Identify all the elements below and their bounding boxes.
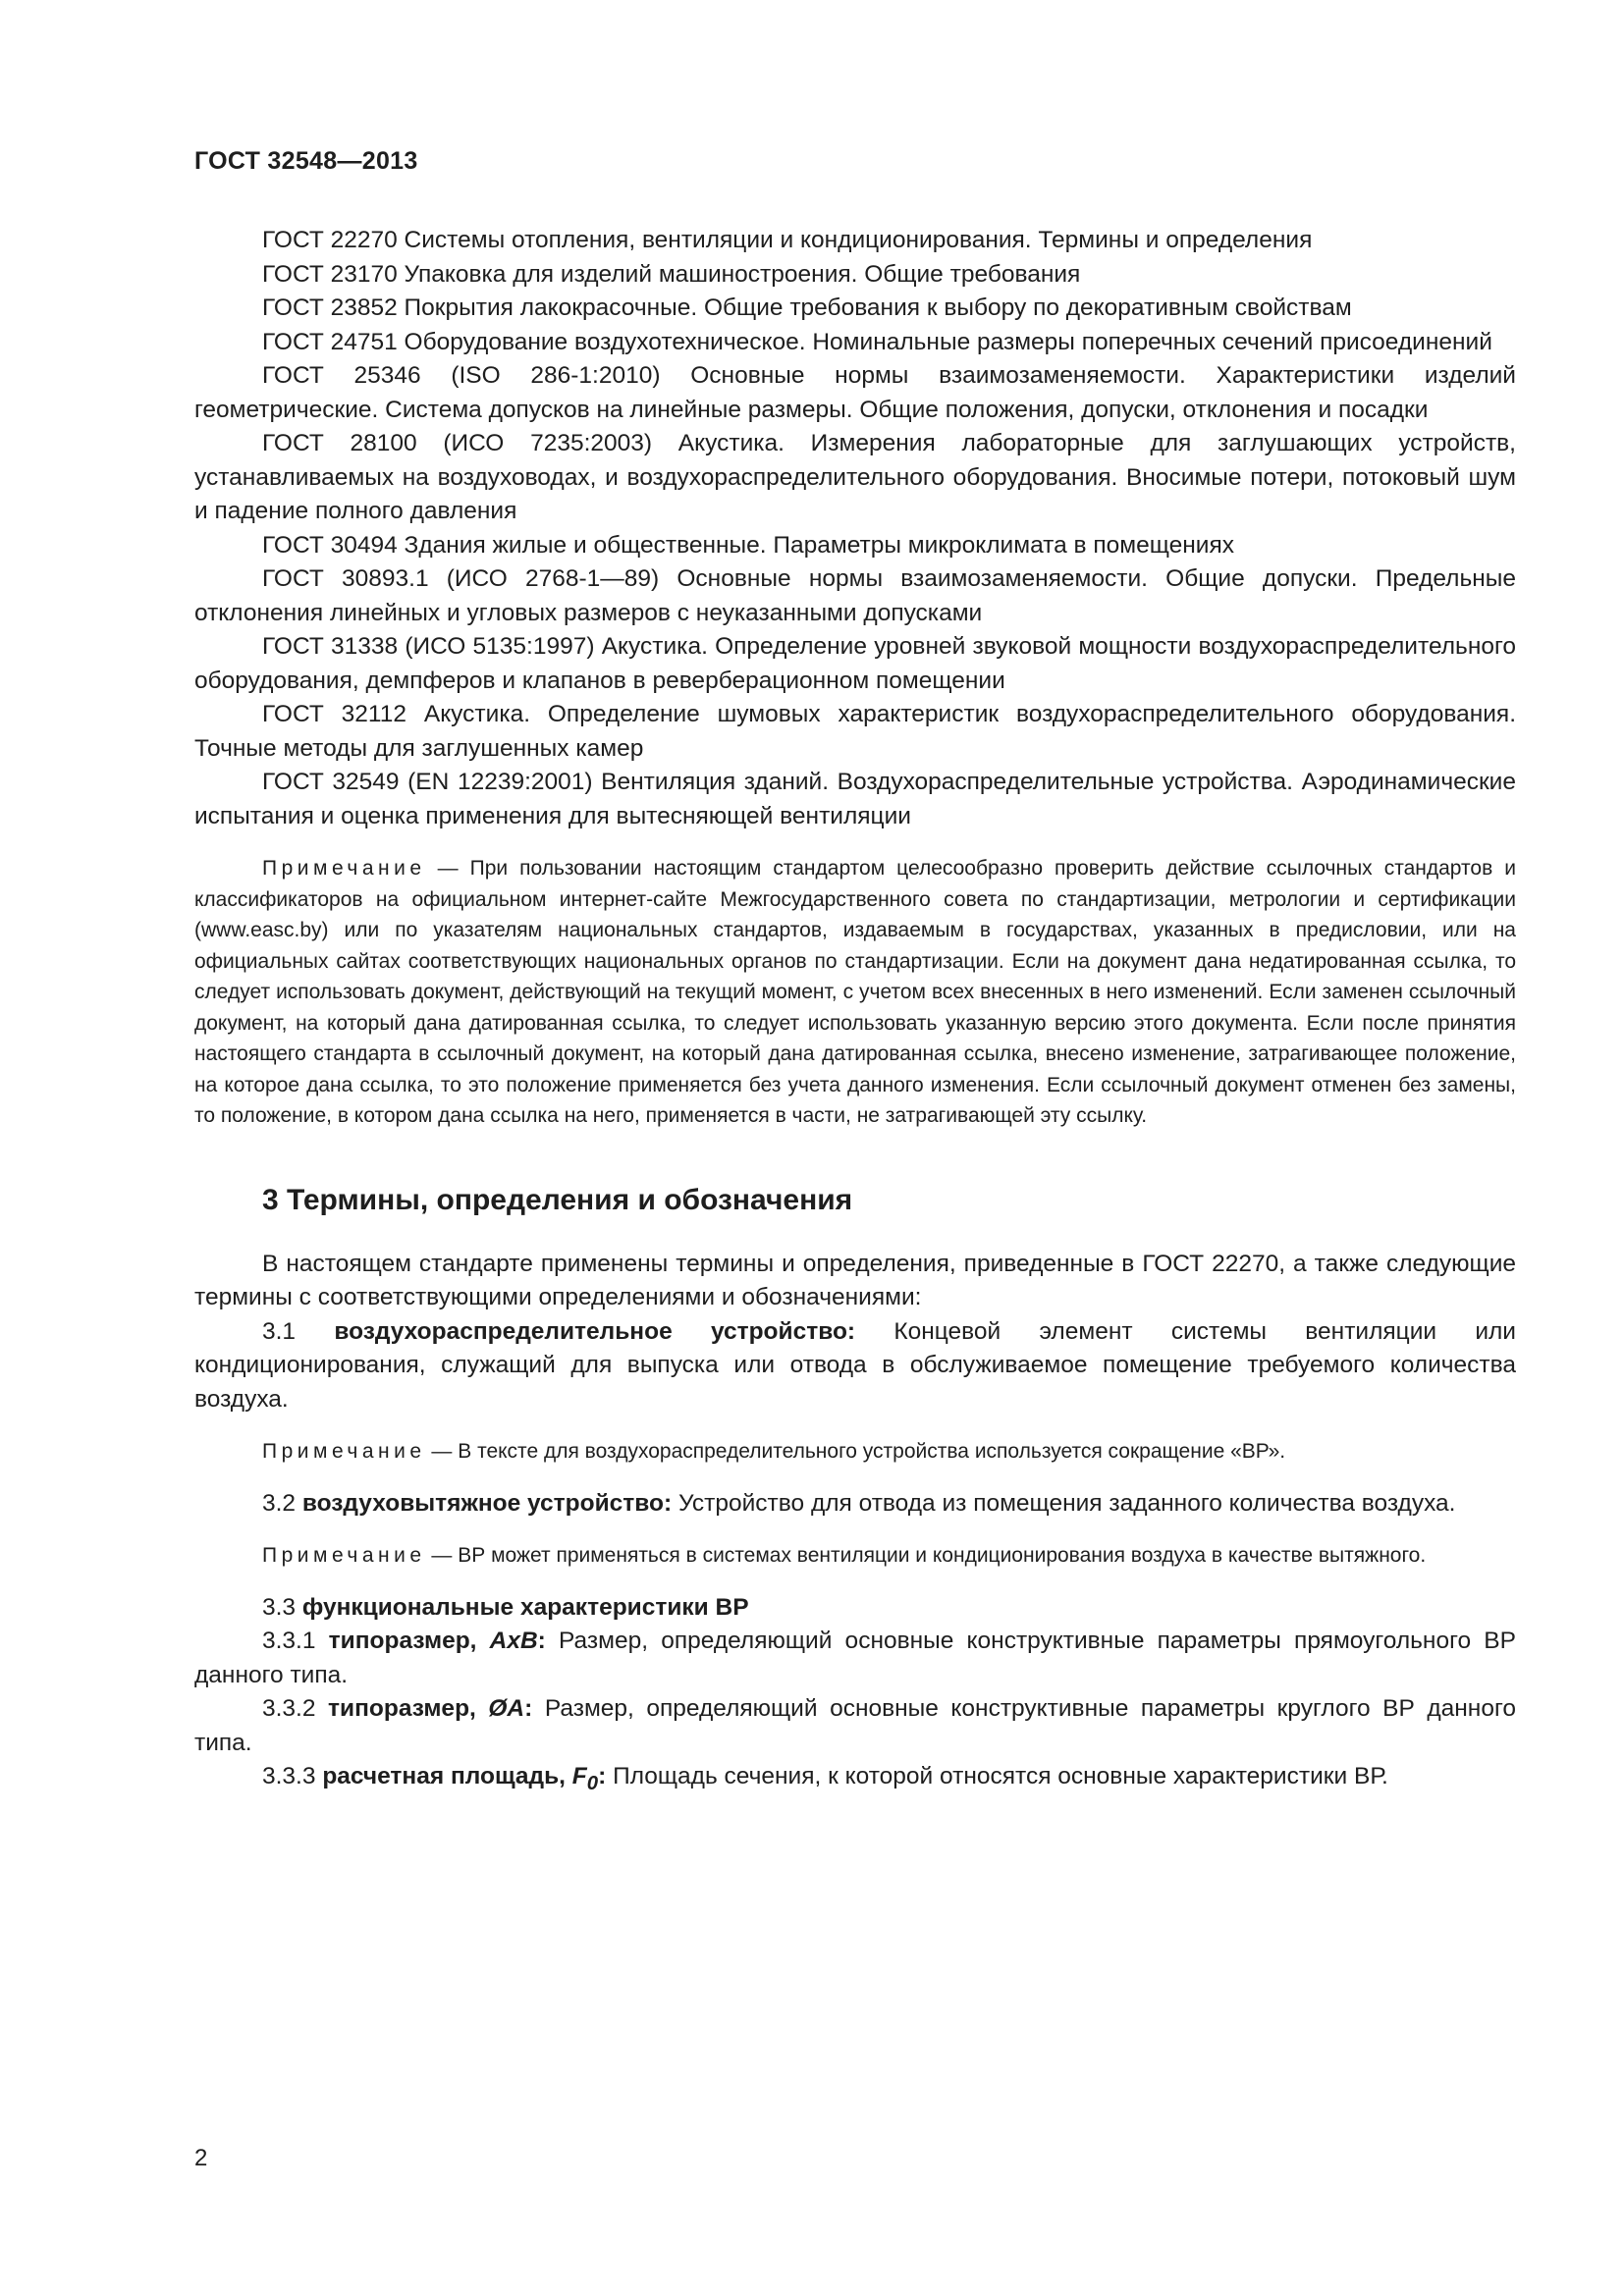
term-number: 3.3.3 bbox=[262, 1763, 323, 1789]
term-note-2 bbox=[194, 1540, 1516, 1572]
document-code-header: ГОСТ 32548—2013 bbox=[194, 147, 418, 175]
note-dash: — bbox=[425, 1440, 459, 1463]
term-number: 3.2 bbox=[262, 1489, 302, 1517]
note-label: Примечание bbox=[262, 1544, 426, 1567]
reference-item: ГОСТ 30494 Здания жилые и общественные. Параметры микроклимата в помещениях bbox=[262, 531, 1234, 559]
note-text: В тексте для воздухораспределительного устройства используется сокращение «ВР». bbox=[458, 1440, 1286, 1463]
term-symbol: F bbox=[571, 1763, 587, 1789]
term-name: воздуховытяжное устройство: bbox=[301, 1489, 673, 1517]
term-number: 3.3 bbox=[262, 1593, 302, 1621]
term-colon: : bbox=[537, 1628, 546, 1654]
term-name: воздухораспределительное устройство: bbox=[334, 1317, 856, 1345]
reference-item: ГОСТ 23170 Упаковка для изделий машиностроения. Общие требования bbox=[262, 260, 1081, 288]
reference-item: ГОСТ 31338 (ИСО 5135:1997) Акустика. Определение уровней звуковой мощности воздухораспределительного оборудования, демпферов и клапанов в реверберационном помещении bbox=[194, 633, 1516, 694]
note-dash: — bbox=[425, 857, 470, 880]
term-3-3 bbox=[194, 1591, 1516, 1626]
term-definition: Площадь сечения, к которой относятся основные характеристики ВР. bbox=[606, 1763, 1388, 1789]
term-number: 3.1 bbox=[262, 1317, 335, 1345]
term-definition: Размер, определяющий основные конструктивные параметры прямоугольного ВР данного типа. bbox=[194, 1628, 1516, 1688]
reference-item: ГОСТ 32112 Акустика. Определение шумовых характеристик воздухораспределительного оборудования. Точные методы для заглушенных камер bbox=[194, 701, 1516, 762]
references-list bbox=[194, 224, 1516, 833]
reference-item: ГОСТ 24751 Оборудование воздухотехническое. Номинальные размеры поперечных сечений присоединений bbox=[262, 328, 1492, 355]
section-intro: В настоящем стандарте применены термины и определения, приведенные в ГОСТ 22270, а также следующие термины с соответствующими определениями и обозначениями: bbox=[194, 1250, 1516, 1310]
term-definition: Устройство для отвода из помещения заданного количества воздуха. bbox=[672, 1489, 1456, 1517]
term-note-1 bbox=[194, 1436, 1516, 1468]
reference-item: ГОСТ 28100 (ИСО 7235:2003) Акустика. Измерения лабораторные для заглушающих устройств, устанавливаемых на воздуховодах, и воздухораспределительного оборудования. Вносимые потери, потоковый шум и падение полного давления bbox=[194, 430, 1516, 524]
reference-item: ГОСТ 25346 (ISO 286-1:2010) Основные нормы взаимозаменяемости. Характеристики изделий геометрические. Система допусков на линейные размеры. Общие положения, допуски, отклонения и посадки bbox=[194, 362, 1516, 423]
term-3-2 bbox=[194, 1487, 1516, 1522]
term-name: типоразмер, bbox=[328, 1628, 490, 1654]
term-symbol: ØA bbox=[488, 1695, 525, 1722]
term-definition: Размер, определяющий основные конструктивные параметры круглого ВР данного типа. bbox=[194, 1695, 1516, 1756]
note-dash: — bbox=[425, 1544, 459, 1567]
note-label: Примечание bbox=[262, 857, 426, 880]
term-name: расчетная площадь, bbox=[322, 1763, 572, 1789]
term-number: 3.3.1 bbox=[262, 1628, 329, 1654]
term-3-3-3 bbox=[194, 1760, 1516, 1800]
term-3-3-1 bbox=[194, 1625, 1516, 1692]
term-number: 3.3.2 bbox=[262, 1695, 329, 1722]
term-name: типоразмер, bbox=[328, 1695, 489, 1722]
section-heading: 3 Термины, определения и обозначения bbox=[262, 1183, 853, 1216]
page-content bbox=[194, 224, 1516, 1800]
term-symbol: АхВ bbox=[489, 1628, 538, 1654]
reference-item: ГОСТ 30893.1 (ИСО 2768-1—89) Основные нормы взаимозаменяемости. Общие допуски. Предельные отклонения линейных и угловых размеров с неуказанными допусками bbox=[194, 565, 1516, 626]
reference-note bbox=[194, 853, 1516, 1132]
term-subscript: 0 bbox=[586, 1772, 599, 1794]
term-colon: : bbox=[524, 1695, 533, 1722]
term-colon: : bbox=[598, 1763, 607, 1789]
term-name: функциональные характеристики ВР bbox=[301, 1593, 749, 1621]
note-text: При пользовании настоящим стандартом целесообразно проверить действие ссылочных стандартов и классификаторов на официальном интернет-сайте Межгосударственного совета по стандартизации, метрологии и сертификации (www.easc.by) или по указателям национальных стандартов, издаваемым в государствах, указанных в предисловии, или на официальных сайтах соответствующих национальных органов по стандартизации. Если на документ дана недатированная ссылка, то следует использовать документ, действующий на текущий момент, с учетом всех внесенных в него изменений. Если заменен ссылочный документ, на который дана датированная ссылка, то следует использовать указанную версию этого документа. Если после принятия настоящего стандарта в ссылочный документ, на который дана датированная ссылка, внесено изменение, затрагивающее положение, на которое дана ссылка, то это положение применяется без учета данного изменения. Если ссылочный документ отменен без замены, то положение, в котором дана ссылка на него, применяется в части, не затрагивающей эту ссылку. bbox=[194, 857, 1516, 1127]
page-number: 2 bbox=[194, 2145, 208, 2171]
reference-item: ГОСТ 23852 Покрытия лакокрасочные. Общие требования к выбору по декоративным свойствам bbox=[262, 294, 1352, 321]
term-3-3-2 bbox=[194, 1692, 1516, 1760]
note-text: ВР может применяться в системах вентиляции и кондиционирования воздуха в качестве вытяжного. bbox=[458, 1544, 1427, 1567]
note-label: Примечание bbox=[262, 1440, 426, 1463]
reference-item: ГОСТ 22270 Системы отопления, вентиляции и кондиционирования. Термины и определения bbox=[262, 227, 1313, 253]
term-3-1 bbox=[194, 1315, 1516, 1417]
term-definition: Концевой элемент системы вентиляции или кондиционирования, служащий для выпуска или отвода в обслуживаемое помещение требуемого количества воздуха. bbox=[194, 1317, 1516, 1413]
reference-item: ГОСТ 32549 (EN 12239:2001) Вентиляция зданий. Воздухораспределительные устройства. Аэродинамические испытания и оценка применения для вытесняющей вентиляции bbox=[194, 769, 1516, 829]
